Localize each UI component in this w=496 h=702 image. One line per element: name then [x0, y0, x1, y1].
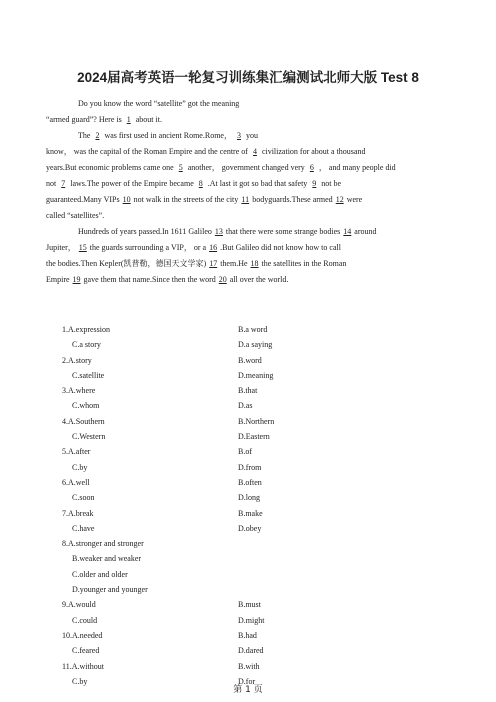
passage-line [46, 144, 450, 160]
option-text: B.with [238, 661, 260, 671]
option-text: 2.A.story [62, 355, 92, 365]
option-row [62, 444, 450, 459]
option-text: B.word [238, 355, 262, 365]
passage-text: bodyguards.These armed [250, 195, 335, 204]
passage-text: called “satellites”. [46, 211, 105, 220]
blank-12: 12 [335, 195, 344, 204]
passage-text: the guards surrounding a VIP， or a [87, 243, 209, 252]
passage-text: not be [319, 179, 342, 188]
passage-text: “armed guard”? Here is [46, 115, 124, 124]
passage-text: years.But economic problems came one [46, 163, 176, 172]
passage-text: the bodies.Then Kepler(凯普勒，德国天文学家) [46, 259, 209, 268]
blank-17: 17 [209, 259, 218, 268]
option-row [62, 490, 450, 505]
option-text: B.of [238, 447, 252, 457]
option-row [62, 398, 450, 413]
option-text: B.Northern [238, 416, 275, 426]
option-row [62, 383, 450, 398]
option-text: C.feared [72, 646, 100, 656]
passage-text: The [62, 131, 93, 140]
page-number: 第 1 页 [233, 685, 263, 695]
option-text: C.a story [72, 340, 101, 350]
option-text: B.weaker and weaker [72, 554, 142, 564]
option-text: C.could [72, 615, 98, 625]
blank-9: 9 [312, 179, 317, 188]
blank-6: 6 [309, 163, 314, 172]
blank-3: 3 [236, 131, 241, 140]
passage-text: was first used in ancient Rome.Rome， [102, 131, 234, 140]
option-text: C.by [72, 676, 88, 686]
option-text: D.for [238, 676, 256, 686]
option-text: C.whom [72, 401, 100, 411]
option-text: D.dared [238, 646, 264, 656]
option-text: C.have [72, 523, 95, 533]
option-text: 1.A.expression [62, 325, 110, 334]
passage-text: know， was the capital of the Roman Empire and the centre of [46, 147, 250, 156]
passage-line [46, 176, 450, 192]
blank-8: 8 [198, 179, 203, 188]
blank-2: 2 [95, 131, 100, 140]
option-row [62, 429, 450, 444]
option-text: D.Eastern [238, 432, 270, 442]
blank-15: 15 [78, 243, 87, 252]
option-text: D.long [238, 493, 260, 503]
passage-line [62, 128, 450, 144]
blank-20: 20 [218, 275, 227, 284]
option-row [62, 628, 450, 643]
blank-4: 4 [252, 147, 257, 156]
option-row [62, 414, 450, 429]
blank-19: 19 [72, 275, 81, 284]
option-text: 4.A.Southern [62, 416, 105, 426]
passage-text: you [243, 131, 258, 140]
option-text: C.soon [72, 493, 95, 503]
passage-text: laws.The power of the Empire became [68, 179, 196, 188]
passage-line [46, 272, 450, 288]
passage-text: around [352, 227, 377, 236]
option-text: 11.A.without [62, 661, 104, 671]
passage-text: guaranteed.Many VIPs [46, 195, 122, 204]
page-title: 2024届高考英语一轮复习训练集汇编测试北师大版 Test 8 [77, 70, 419, 85]
blank-5: 5 [178, 163, 183, 172]
blank-18: 18 [250, 259, 259, 268]
option-row [62, 582, 450, 597]
passage-text: Jupiter， [46, 243, 78, 252]
option-row [62, 521, 450, 536]
option-text: D.from [238, 462, 262, 472]
passage-text: about it. [133, 115, 162, 124]
option-text: B.often [238, 477, 262, 487]
passage-line [46, 160, 450, 176]
blank-16: 16 [209, 243, 218, 252]
option-row [62, 475, 450, 490]
option-row [62, 536, 450, 551]
passage-text: ， and many people did [316, 163, 396, 172]
passage-text: Hundreds of years passed.In 1611 Galileo [62, 227, 214, 236]
option-text: C.by [72, 462, 88, 472]
option-text: D.as [238, 401, 253, 411]
option-row [62, 337, 450, 352]
passage-text: civilization for about a thousand [259, 147, 366, 156]
passage-text: the satellites in the Roman [259, 259, 347, 268]
option-text: 8.A.stronger and stronger [62, 539, 144, 549]
passage-text: all over the world. [227, 275, 289, 284]
options-list [62, 322, 450, 689]
option-text: 9.A.would [62, 600, 96, 610]
passage-text: Empire [46, 275, 72, 284]
blank-11: 11 [241, 195, 250, 204]
passage-text: .But Galileo did not know how to call [218, 243, 341, 252]
option-text: 6.A.well [62, 477, 90, 487]
option-row [62, 353, 450, 368]
passage-line [46, 112, 450, 128]
option-row [62, 368, 450, 383]
passage-line [46, 240, 450, 256]
option-row [62, 506, 450, 521]
option-row [62, 460, 450, 475]
passage-line [62, 96, 450, 112]
option-row [62, 322, 450, 337]
option-row [62, 659, 450, 674]
option-text: C.older and older [72, 569, 128, 579]
passage-line [62, 224, 450, 240]
option-row [62, 643, 450, 658]
option-text: 3.A.where [62, 386, 96, 396]
option-text: 7.A.break [62, 508, 94, 518]
option-text: D.meaning [238, 370, 274, 380]
passage-text: not [46, 179, 59, 188]
option-row [62, 551, 450, 566]
option-text: B.had [238, 630, 257, 640]
passage-text: Do you know the word “satellite” got the meaning [62, 99, 240, 108]
blank-10: 10 [122, 195, 131, 204]
passage-line [46, 208, 450, 224]
passage-text: that there were some strange bodies [223, 227, 343, 236]
option-text: B.make [238, 508, 263, 518]
passage-text: another， government changed very [185, 163, 307, 172]
option-text: 10.A.needed [62, 630, 103, 640]
option-text: B.a word [238, 325, 268, 334]
option-text: C.Western [72, 432, 106, 442]
passage-line [46, 192, 450, 208]
option-text: D.might [238, 615, 265, 625]
blank-13: 13 [214, 227, 223, 236]
passage-text: them.He [218, 259, 250, 268]
passage-text: gave them that name.Since then the word [81, 275, 218, 284]
passage-line [46, 256, 450, 272]
option-text: D.a saying [238, 340, 273, 350]
blank-14: 14 [343, 227, 352, 236]
passage [46, 96, 450, 288]
blank-1: 1 [126, 115, 131, 124]
option-text: C.satellite [72, 370, 105, 380]
passage-text: were [344, 195, 363, 204]
blank-7: 7 [61, 179, 66, 188]
option-text: B.that [238, 386, 258, 396]
option-row [62, 567, 450, 582]
option-row [62, 597, 450, 612]
passage-text: not walk in the streets of the city [131, 195, 241, 204]
option-text: 5.A.after [62, 447, 91, 457]
option-text: B.must [238, 600, 261, 610]
passage-text: .At last it got so bad that safety [205, 179, 310, 188]
option-text: D.obey [238, 523, 262, 533]
option-row [62, 613, 450, 628]
option-text: D.younger and younger [72, 585, 148, 595]
